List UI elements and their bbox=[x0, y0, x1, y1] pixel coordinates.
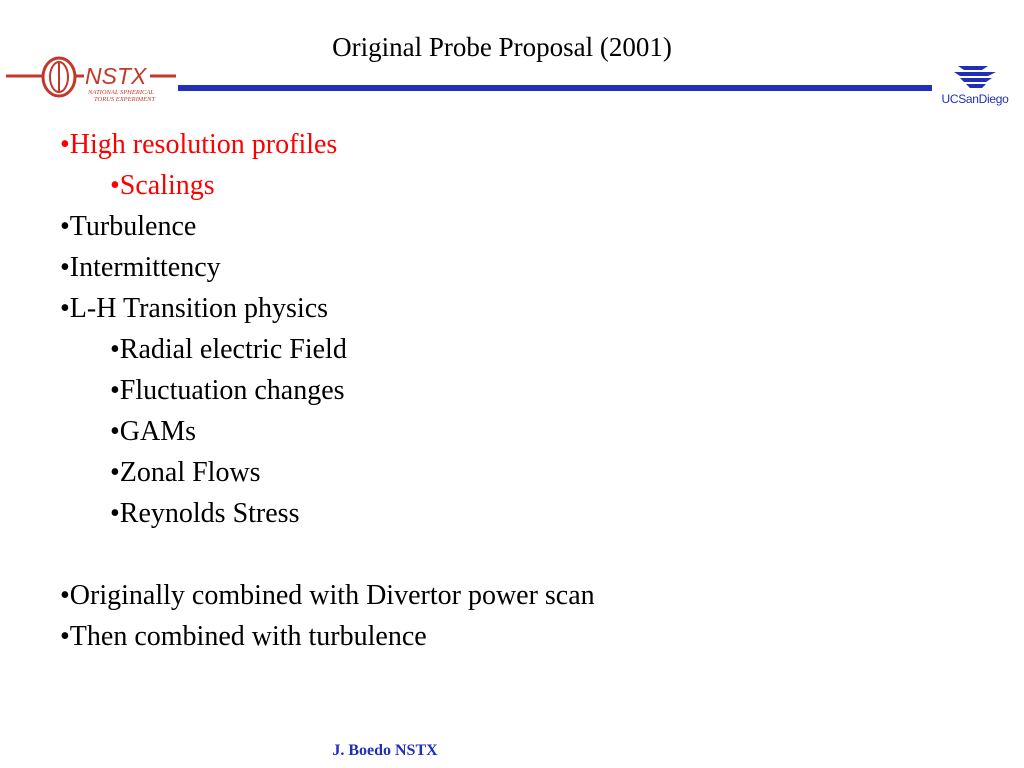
sub-bullet-item: •Fluctuation changes bbox=[110, 375, 345, 406]
title-rule bbox=[178, 85, 932, 91]
sub-bullet-item: •GAMs bbox=[110, 416, 197, 447]
nstx-logo-caption-2: TORUS EXPERIMENT bbox=[94, 96, 156, 103]
bullet-item: •High resolution profiles bbox=[60, 129, 338, 160]
bullet-item: •Then combined with turbulence bbox=[60, 621, 427, 652]
sub-bullet-item: •Radial electric Field bbox=[110, 334, 347, 365]
ucsd-logo-text: UCSanDiego bbox=[941, 92, 1009, 106]
bullet-spacer bbox=[60, 534, 595, 575]
bullet-item: •L-H Transition physics bbox=[60, 293, 329, 324]
bullet-item: •Originally combined with Divertor power scan bbox=[60, 580, 595, 611]
sub-bullet-item: •Scalings bbox=[110, 170, 215, 201]
bullet-item: •Turbulence bbox=[60, 211, 197, 242]
ucsd-logo bbox=[930, 62, 1020, 110]
sub-bullet-item: •Zonal Flows bbox=[110, 457, 261, 488]
sub-bullet-item: •Reynolds Stress bbox=[110, 498, 300, 529]
ucsd-tower-icon bbox=[930, 62, 1020, 92]
nstx-logo-caption-1: NATIONAL SPHERICAL bbox=[88, 89, 154, 96]
bullet-item: •Intermittency bbox=[60, 252, 221, 283]
nstx-logo-wordmark: NSTX bbox=[85, 63, 147, 89]
footer-author: J. Boedo NSTX bbox=[332, 742, 438, 759]
bullet-list bbox=[60, 124, 595, 657]
slide-title: Original Probe Proposal (2001) bbox=[332, 32, 672, 62]
